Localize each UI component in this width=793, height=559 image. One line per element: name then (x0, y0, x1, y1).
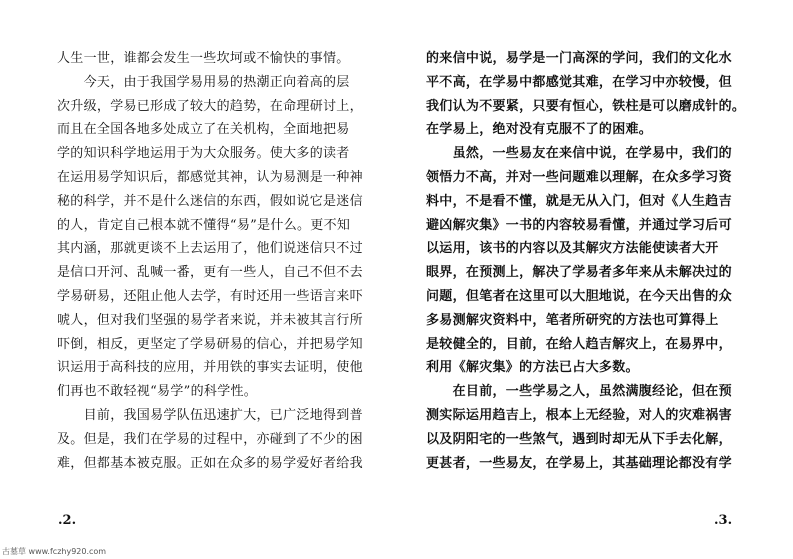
text-line: 的来信中说，易学是一门高深的学问，我们的文化水 (426, 51, 732, 66)
text-line: 人生一世，谁都会发生一些坎坷或不愉快的事情。 (57, 51, 350, 66)
text-line: 秘的科学，并不是什么迷信的东西，假如说它是迷信 (57, 193, 363, 209)
text-line: 吓倒，相反，更坚定了学易研易的信心，并把易学知 (57, 336, 363, 352)
text-line: 难，但都基本被克服。正如在众多的易学爱好者给我 (57, 455, 363, 471)
text-line: 在目前，一些学易之人，虽然满腹经论，但在预 (426, 384, 732, 400)
text-line: 多易测解灾资料中，笔者所研究的方法也可算得上 (426, 312, 719, 328)
text-line: 领悟力不高，并对一些问题难以理解，在众多学习资 (426, 169, 732, 185)
text-line: 学的知识科学地运用于为大众服务。使大多的读者 (57, 146, 350, 162)
text-line: 其内涵，那就更谈不上去运用了，他们说迷信只不过 (57, 241, 363, 257)
text-line: 目前，我国易学队伍迅速扩大，已广泛地得到普 (57, 407, 363, 423)
text-line: 避凶解灾集》一书的内容较易看懂，并通过学习后可 (426, 217, 732, 233)
text-line: 们再也不敢轻视“易学”的科学性。 (57, 384, 258, 400)
left-page-number: .2. (58, 513, 77, 528)
right-page-text (426, 47, 744, 475)
text-line: 是信口开河、乱喊一番，更有一些人，自己不但不去 (57, 265, 363, 281)
text-line: 在学易上，绝对没有克服不了的困难。 (426, 122, 653, 138)
text-line: 利用《解灾集》的方法已占大多数。 (426, 360, 639, 376)
right-page (396, 0, 793, 540)
text-line: 平不高，在学易中都感觉其难，在学习中亦较慢，但 (426, 74, 732, 90)
text-line: 眼界，在预测上，解决了学易者多年来从未解决过的 (426, 265, 732, 281)
text-line: 在运用易学知识后，都感觉其神，认为易测是一种神 (57, 169, 363, 185)
left-page (0, 0, 396, 540)
text-line: 测实际运用趋吉上，根本上无经验，对人的灾难祸害 (426, 407, 732, 423)
text-line: 今天，由于我国学易用易的热潮正向着高的层 (57, 74, 350, 90)
text-line: 我们认为不要紧，只要有恒心，铁柱是可以磨成针的。 (426, 98, 746, 114)
left-page-text (57, 47, 363, 475)
text-line: 识运用于高科技的应用，并用铁的事实去证明，使他 (57, 360, 363, 376)
right-page-number: .3. (714, 513, 733, 528)
text-line: 而且在全国各地多处成立了在关机构，全面地把易 (57, 122, 350, 138)
text-line: 以运用，该书的内容以及其解灾方法能使读者大开 (426, 241, 719, 257)
site-watermark: 古墓草 www.fczhy920.com (2, 547, 107, 556)
text-line: 问题，但笔者在这里可以大胆地说，在今天出售的众 (426, 288, 732, 304)
text-line: 虽然，一些易友在来信中说，在学易中，我们的 (426, 146, 732, 162)
text-line: 料中，不是看不懂，就是无从入门，但对《人生趋吉 (426, 193, 732, 209)
text-line: 及。但是，我们在学易的过程中，亦碰到了不少的困 (57, 431, 363, 447)
text-line: 唬人，但对我们坚强的易学者来说，并未被其言行所 (57, 312, 363, 328)
text-line: 是较健全的，目前，在给人趋吉解灾上，在易界中， (426, 336, 732, 352)
text-line: 学易研易，还阻止他人去学，有时还用一些语言来吓 (57, 288, 363, 304)
text-line: 更甚者，一些易友，在学易上，其基础理论都没有学 (426, 455, 732, 471)
text-line: 次升级，学易已形成了较大的趋势，在命理研讨上， (57, 98, 363, 114)
text-line: 以及阴阳宅的一些煞气，遇到时却无从下手去化解， (426, 431, 732, 447)
text-line: 的人，肯定自己根本就不懂得“易”是什么。更不知 (57, 217, 351, 233)
